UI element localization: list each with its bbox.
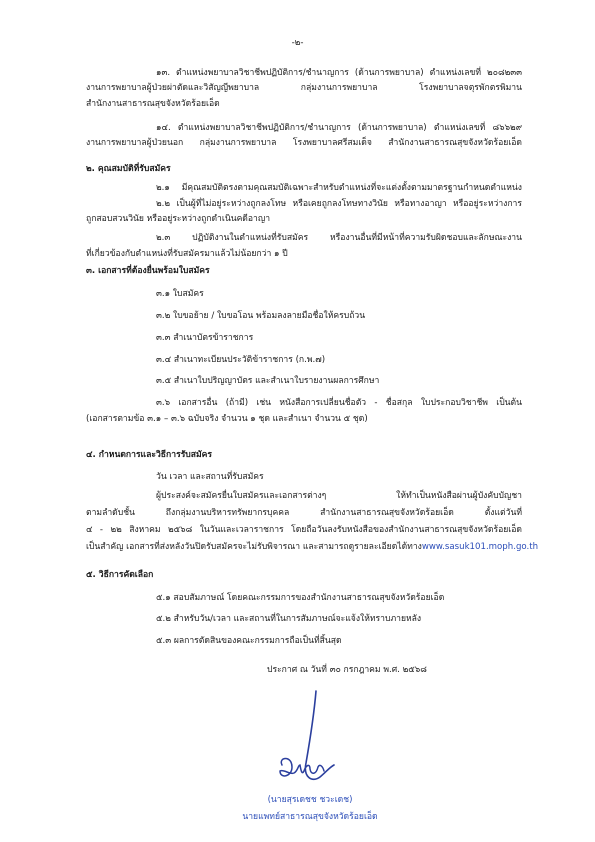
section-4-line-4-text: เป็นสำคัญ เอกสารที่ส่งหลังวันปิดรับสมัครจะไม่รับพิจารณา และสามารถดูรายละเอียดได้ทาง [86,542,422,552]
section-2-2-line-1: ๒.๒ เป็นผู้ที่ไม่อยู่ระหว่างถูกลงโทษ หรือเคยถูกลงโทษทางวินัย หรือทางอาญา หรืออยู่ระหว่างการ [156,199,522,209]
section-4-line-3: ๔ - ๒๒ สิงหาคม ๒๕๖๘ ในวันและเวลาราชการ โดยถือวันลงรับหนังสือของสำนักงานสาธารณสุขจังหวัดร้อยเอ็ด [86,525,522,535]
item-13-line-1: ๑๓. ตำแหน่งพยาบาลวิชาชีพปฏิบัติการ/ชำนาญการ (ด้านการพยาบาล) ตำแหน่งเลขที่ ๒๐๘๒๓๓ [156,68,522,78]
item-13-line-2: งานการพยาบาลผู้ป่วยผ่าตัดและวิสัญญีพยาบาล กลุ่มงานการพยาบาล โรงพยาบาลจตุรพักตรพิมาน [86,83,522,93]
item-14-line-2: งานการพยาบาลผู้ป่วยนอก กลุ่มงานการพยาบาล โรงพยาบาลศรีสมเด็จ สำนักงานสาธารณสุขจังหวัดร้อยเอ็ด [86,138,522,148]
website-link[interactable]: www.sasuk101.moph.go.th [421,542,539,552]
section-4-heading: ๔. กำหนดการและวิธีการรับสมัคร [86,450,213,460]
section-4-line-4 [86,542,539,554]
item-14-line-1: ๑๔. ตำแหน่งพยาบาลวิชาชีพปฏิบัติการ/ชำนาญการ (ด้านการพยาบาล) ตำแหน่งเลขที่ ๘๖๖๒๙ [156,123,522,133]
section-3-item: ๓.๖ เอกสารอื่น (ถ้ามี) เช่น หนังสือการเปลี่ยนชื่อตัว - ชื่อสกุล ใบประกอบวิชาชีพ เป็นต้น [156,398,522,408]
section-3-item: ๓.๓ สำเนาบัตรข้าราชการ [156,333,254,343]
section-5-item: ๕.๒ สำหรับวัน/เวลา และสถานที่ในการสัมภาษณ์จะแจ้งให้ทราบภายหลัง [156,614,422,624]
announcement-date: ประกาศ ณ วันที่ ๓๐ กรกฎาคม พ.ศ. ๒๕๖๘ [267,665,427,675]
section-4-line-1: ผู้ประสงค์จะสมัครยื่นใบสมัครและเอกสารต่างๆ ให้ทำเป็นหนังสือผ่านผู้บังคับบัญชา [156,491,522,501]
section-2-heading: ๒. คุณสมบัติที่รับสมัคร [86,164,171,174]
section-5-heading: ๕. วิธีการคัดเลือก [86,570,154,580]
section-3-note: (เอกสารตามข้อ ๓.๑ – ๓.๖ ฉบับจริง จำนวน ๑ ชุด และสำเนา จำนวน ๕ ชุด) [86,414,368,424]
section-3-heading: ๓. เอกสารที่ต้องยื่นพร้อมใบสมัคร [86,266,210,276]
section-3-item: ๓.๕ สำเนาใบปริญญาบัตร และสำเนาใบรายงานผลการศึกษา [156,376,380,386]
section-3-item: ๓.๑ ใบสมัคร [156,289,204,299]
section-2-3-line-1: ๒.๓ ปฏิบัติงานในตำแหน่งที่รับสมัคร หรืองานอื่นที่มีหน้าที่ความรับผิดชอบและลักษณะงาน [156,233,522,243]
section-3-item: ๓.๔ สำเนาทะเบียนประวัติข้าราชการ (ก.พ.๗) [156,355,326,365]
signer-name: (นายสุรเดชช ชวะเดช) [267,795,353,805]
section-2-1: ๒.๑ มีคุณสมบัติตรงตามคุณสมบัติเฉพาะสำหรับตำแหน่งที่จะแต่งตั้งตามมาตรฐานกำหนดตำแหน่ง [156,183,522,193]
section-4-subheading: วัน เวลา และสถานที่รับสมัคร [156,472,264,482]
item-13-line-3: สำนักงานสาธารณสุขจังหวัดร้อยเอ็ด [86,99,220,109]
section-3-item: ๓.๒ ใบขอย้าย / ใบขอโอน พร้อมลงลายมือชื่อให้ครบถ้วน [156,311,366,321]
section-2-3-line-2: ที่เกี่ยวข้องกับตำแหน่งที่รับสมัครมาแล้วไม่น้อยกว่า ๑ ปี [86,249,288,259]
section-5-item: ๕.๑ สอบสัมภาษณ์ โดยคณะกรรมการของสำนักงานสาธารณสุขจังหวัดร้อยเอ็ด [156,593,445,603]
section-4-line-2: ตามลำดับชั้น ถึงกลุ่มงานบริหารทรัพยากรบุคคล สำนักงานสาธารณสุขจังหวัดร้อยเอ็ด ตั้งแต่วันที่ [86,508,522,518]
signature-image [270,685,350,793]
signer-title: นายแพทย์สาธารณสุขจังหวัดร้อยเอ็ด [242,812,378,822]
section-5-item: ๕.๓ ผลการตัดสินของคณะกรรมการถือเป็นที่สิ้นสุด [156,636,342,646]
section-2-2-line-2: ถูกสอบสวนวินัย หรืออยู่ระหว่างถูกดำเนินคดีอาญา [86,214,271,224]
page-number: -๒- [291,38,304,48]
